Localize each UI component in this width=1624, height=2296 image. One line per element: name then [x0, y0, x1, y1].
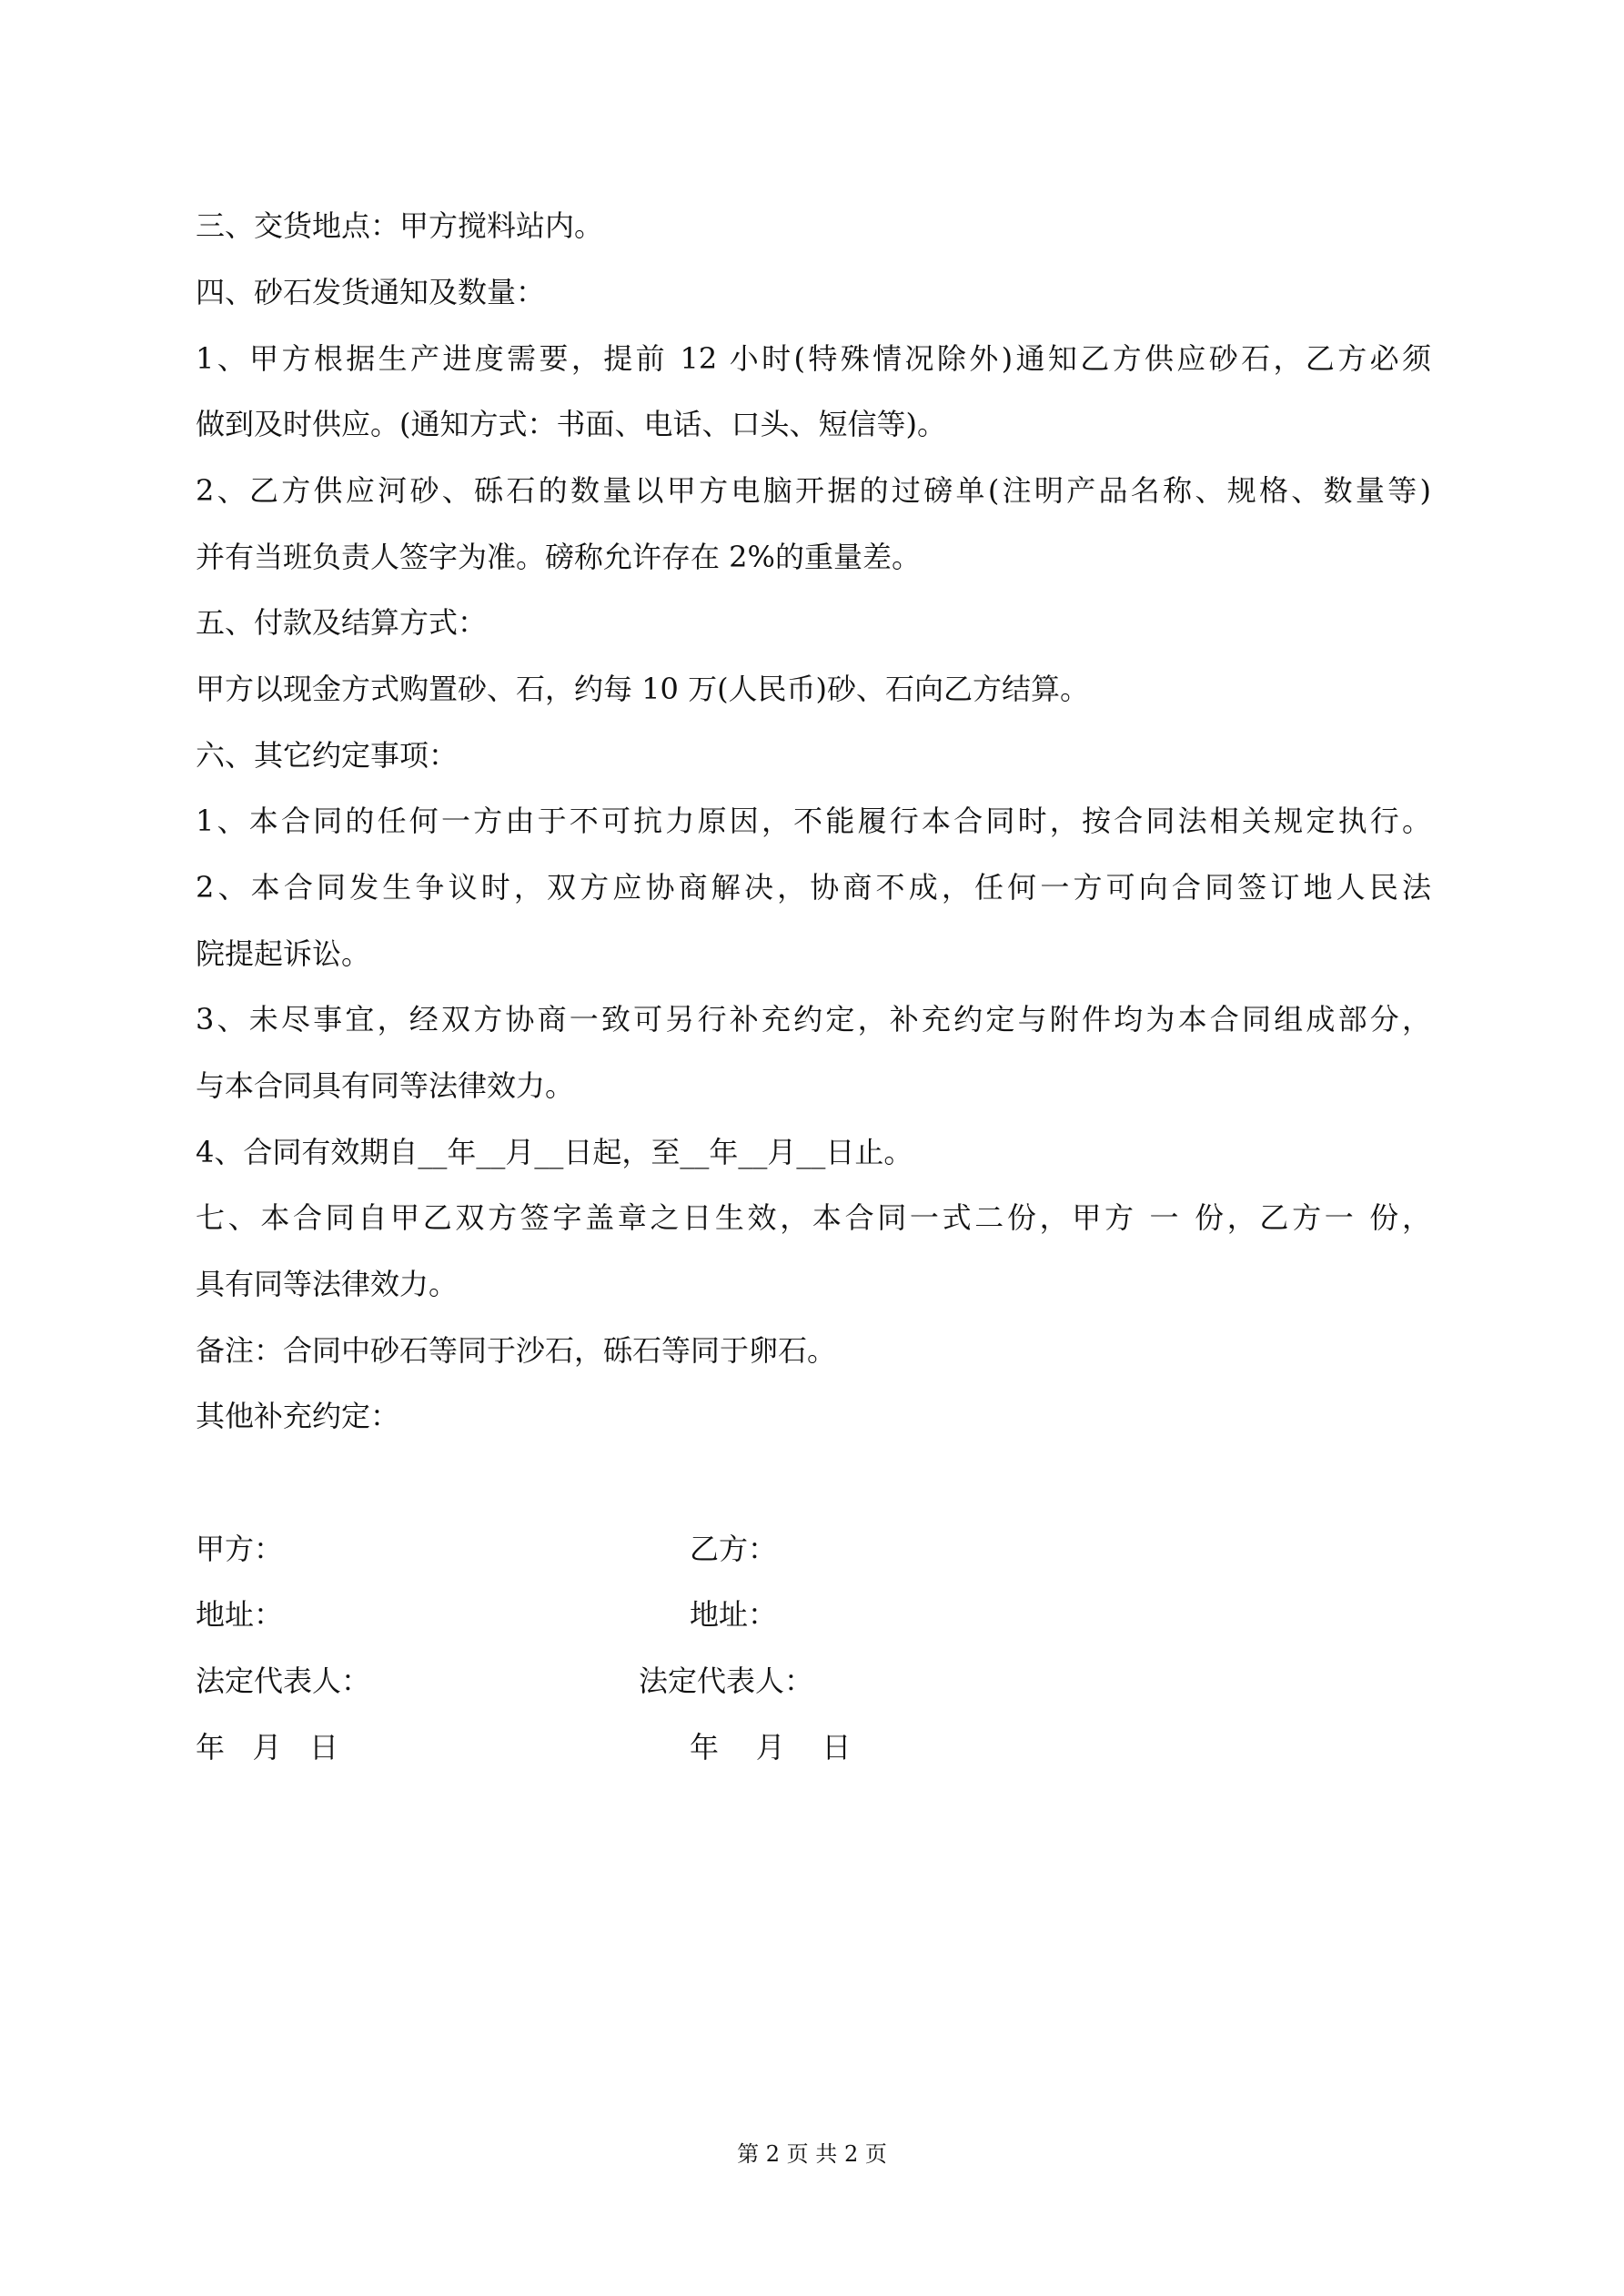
party-b-representative-label: 法定代表人：	[639, 1664, 814, 1698]
clause-6-1: 1、本合同的任何一方由于不可抗力原因，不能履行本合同时，按合同法相关规定执行。	[196, 804, 1431, 838]
page-number-footer: 第 2 页 共 2 页	[737, 2141, 887, 2167]
clause-4-1-line-1: 1、甲方根据生产进度需要，提前 12 小时(特殊情况除外)通知乙方供应砂石，乙方必须	[196, 341, 1431, 376]
clause-4-2-line-2: 并有当班负责人签字为准。磅称允许存在 2%的重量差。	[196, 540, 921, 574]
other-supplementary-agreement: 其他补充约定：	[196, 1399, 400, 1433]
section-3-heading: 三、交货地点：甲方搅料站内。	[196, 208, 604, 243]
party-b-label: 乙方：	[690, 1532, 778, 1566]
clause-6-4: 4、合同有效期自__年__月__日起，至__年__月__日止。	[196, 1135, 913, 1169]
party-a-address-label: 地址：	[196, 1597, 284, 1632]
section-5-text: 甲方以现金方式购置砂、石，约每 10 万(人民币)砂、石向乙方结算。	[196, 672, 1090, 706]
remark: 备注：合同中砂石等同于沙石，砾石等同于卵石。	[196, 1333, 837, 1368]
clause-4-1-line-2: 做到及时供应。(通知方式：书面、电话、口头、短信等)。	[196, 407, 946, 441]
section-6-heading: 六、其它约定事项：	[196, 738, 459, 773]
clause-4-2-line-1: 2、乙方供应河砂、砾石的数量以甲方电脑开据的过磅单(注明产品名称、规格、数量等)	[196, 473, 1431, 508]
party-a-date: 年 月 日	[196, 1730, 339, 1765]
clause-6-3-line-1: 3、未尽事宜，经双方协商一致可另行补充约定，补充约定与附件均为本合同组成部分，	[196, 1002, 1431, 1037]
party-b-address-label: 地址：	[690, 1597, 778, 1632]
party-a-label: 甲方：	[196, 1532, 284, 1566]
party-b-date: 年 月 日	[690, 1730, 852, 1765]
section-7-line-2: 具有同等法律效力。	[196, 1267, 459, 1301]
section-5-heading: 五、付款及结算方式：	[196, 605, 488, 640]
party-a-representative-label: 法定代表人：	[196, 1664, 371, 1698]
clause-6-2-line-1: 2、本合同发生争议时，双方应协商解决，协商不成，任何一方可向合同签订地人民法	[196, 870, 1431, 905]
section-4-heading: 四、砂石发货通知及数量：	[196, 275, 546, 309]
clause-6-2-line-2: 院提起诉讼。	[196, 936, 371, 971]
clause-6-3-line-2: 与本合同具有同等法律效力。	[196, 1068, 575, 1103]
section-7-line-1: 七、本合同自甲乙双方签字盖章之日生效，本合同一式二份，甲方 一 份，乙方一 份，	[196, 1200, 1431, 1235]
